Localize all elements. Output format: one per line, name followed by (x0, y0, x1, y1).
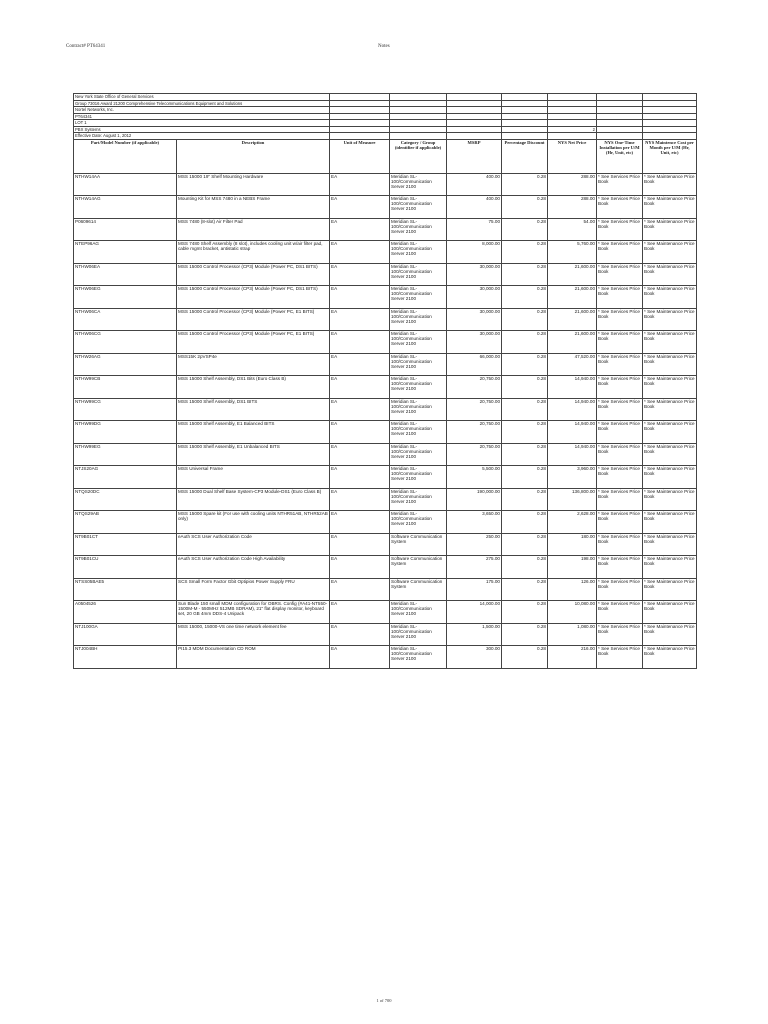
description: MSS 15000 Control Processor (CP3) Module (Power PC, E1 BITS) (177, 308, 330, 331)
installation-note: * See Services Price Book (597, 263, 643, 286)
part-number: NTJ004BH (74, 646, 177, 669)
category: Meridian SL-100/Communication Server 2100 (390, 286, 447, 309)
table-row (74, 578, 697, 601)
installation-note: * See Services Price Book (597, 286, 643, 309)
part-number: NTHW99EG (74, 443, 177, 466)
description: MSS 15000 Shelf Assembly, E1 Balanced BITS (177, 421, 330, 444)
page-footer: 1 of 700 (376, 998, 392, 1003)
maintenance-note: * See Maintenance Price Book (643, 331, 697, 354)
category: Meridian SL-100/Communication Server 2100 (390, 196, 447, 219)
nys-net-price: 14,940.00 (548, 398, 597, 421)
maintenance-note: * See Maintenance Price Book (643, 421, 697, 444)
nys-net-price: 5,760.00 (548, 241, 597, 264)
table-row (74, 443, 697, 466)
unit-of-measure: EA (330, 623, 390, 646)
discount: 0.28 (502, 556, 548, 579)
document-meta (74, 94, 697, 140)
msrp: 66,000.00 (447, 353, 502, 376)
column-header: NYS Net Price (548, 139, 597, 173)
nys-net-price: 21,600.00 (548, 286, 597, 309)
description: MSS15K 2pVSP4e (177, 353, 330, 376)
part-number: NTQS20DC (74, 488, 177, 511)
installation-note: * See Services Price Book (597, 353, 643, 376)
description: Sun Blade 150 small MDM configuration for OBRS. Config (#A41-NT550-1500M-M - 550MHz 512MB SDRAM), 21" flat display monitor, keyboard set, 20 GB 4mm DDS-4 Unipack (177, 601, 330, 624)
part-number: NTHW14AA (74, 173, 177, 196)
unit-of-measure: EA (330, 443, 390, 466)
msrp: 3,650.00 (447, 511, 502, 534)
table-row (74, 398, 697, 421)
part-number: A0504526 (74, 601, 177, 624)
description: eAuth SCS User Authorization Code High Availability (177, 556, 330, 579)
unit-of-measure: EA (330, 556, 390, 579)
table-row (74, 308, 697, 331)
nys-net-price: 1,080.00 (548, 623, 597, 646)
column-header: MSRP (447, 139, 502, 173)
part-number: NTHW99CG (74, 398, 177, 421)
part-number: NTJS20AG (74, 466, 177, 489)
table-row (74, 488, 697, 511)
maintenance-note: * See Maintenance Price Book (643, 196, 697, 219)
installation-note: * See Services Price Book (597, 556, 643, 579)
category: Meridian SL-100/Communication Server 2100 (390, 263, 447, 286)
unit-of-measure: EA (330, 376, 390, 399)
category: Meridian SL-100/Communication Server 2100 (390, 173, 447, 196)
column-header-row (74, 139, 697, 173)
notes-label: Notes (378, 44, 390, 49)
unit-of-measure: EA (330, 601, 390, 624)
category: Software Communication System (390, 556, 447, 579)
category: Meridian SL-100/Communication Server 2100 (390, 308, 447, 331)
nys-net-price: 216.00 (548, 646, 597, 669)
table-row (74, 511, 697, 534)
unit-of-measure: EA (330, 353, 390, 376)
nys-net-price: 47,520.00 (548, 353, 597, 376)
category: Meridian SL-100/Communication Server 2100 (390, 331, 447, 354)
maintenance-note: * See Maintenance Price Book (643, 601, 697, 624)
column-header: Part/Model Number (if applicable) (74, 139, 177, 173)
discount: 0.28 (502, 353, 548, 376)
description: eAuth SCS User Authorization Code (177, 533, 330, 556)
description: MSS 15000 Control Processor (CP3) Module (Power PC, E1 BITS) (177, 331, 330, 354)
msrp: 190,000.00 (447, 488, 502, 511)
meta-page-number: 2 (548, 126, 597, 133)
column-header: Percentage Discount (502, 139, 548, 173)
part-number: NTEP96AG (74, 241, 177, 264)
maintenance-note: * See Maintenance Price Book (643, 308, 697, 331)
description: MSS 15000 Control Processor (CP3) Module (Power PC, DS1 BITS) (177, 286, 330, 309)
part-number: NTJ100GA (74, 623, 177, 646)
maintenance-note: * See Maintenance Price Book (643, 286, 697, 309)
table-row (74, 533, 697, 556)
installation-note: * See Services Price Book (597, 511, 643, 534)
discount: 0.28 (502, 263, 548, 286)
meta-line: Nortel Networks, Inc. (74, 107, 330, 114)
discount: 0.28 (502, 196, 548, 219)
installation-note: * See Services Price Book (597, 241, 643, 264)
table-row (74, 353, 697, 376)
unit-of-measure: EA (330, 511, 390, 534)
discount: 0.28 (502, 331, 548, 354)
installation-note: * See Services Price Book (597, 331, 643, 354)
nys-net-price: 54.00 (548, 218, 597, 241)
msrp: 275.00 (447, 556, 502, 579)
discount: 0.28 (502, 578, 548, 601)
part-number: P0609614 (74, 218, 177, 241)
maintenance-note: * See Maintenance Price Book (643, 556, 697, 579)
nys-net-price: 180.00 (548, 533, 597, 556)
msrp: 20,750.00 (447, 421, 502, 444)
discount: 0.28 (502, 533, 548, 556)
installation-note: * See Services Price Book (597, 308, 643, 331)
msrp: 175.00 (447, 578, 502, 601)
maintenance-note: * See Maintenance Price Book (643, 488, 697, 511)
category: Software Communication System (390, 533, 447, 556)
unit-of-measure: EA (330, 578, 390, 601)
discount: 0.28 (502, 646, 548, 669)
description: MSS 15000 Spare kit (For use with cooling units NTHR51AB, NTHR52AB only) (177, 511, 330, 534)
msrp: 400.00 (447, 173, 502, 196)
unit-of-measure: EA (330, 218, 390, 241)
nys-net-price: 14,940.00 (548, 421, 597, 444)
table-row (74, 376, 697, 399)
nys-net-price: 126.00 (548, 578, 597, 601)
msrp: 5,500.00 (447, 466, 502, 489)
part-number: NTHW99CB (74, 376, 177, 399)
description: SCS Small Form Factor Gbit Optipios Power Supply FRU (177, 578, 330, 601)
msrp: 20,750.00 (447, 443, 502, 466)
nys-net-price: 288.00 (548, 173, 597, 196)
msrp: 75.00 (447, 218, 502, 241)
unit-of-measure: EA (330, 286, 390, 309)
discount: 0.28 (502, 286, 548, 309)
unit-of-measure: EA (330, 173, 390, 196)
description: MSS Universal Frame (177, 466, 330, 489)
discount: 0.28 (502, 218, 548, 241)
maintenance-note: * See Maintenance Price Book (643, 173, 697, 196)
meta-line: PT64341 (74, 113, 330, 120)
category: Meridian SL-100/Communication Server 2100 (390, 623, 447, 646)
meta-line: LOT 1 (74, 120, 330, 127)
description: MSS 15000 19" Shelf Mounting Hardware (177, 173, 330, 196)
msrp: 300.00 (447, 646, 502, 669)
meta-line: New York State Office of General Services (74, 94, 330, 101)
column-header: NYS One-Time Installation per U/M (Hr, Unit, etc) (597, 139, 643, 173)
nys-net-price: 288.00 (548, 196, 597, 219)
part-number: NT9B01CU (74, 556, 177, 579)
table-row (74, 241, 697, 264)
description: Mounting Kit for MSS 7480 in a NEBS Frame (177, 196, 330, 219)
maintenance-note: * See Maintenance Price Book (643, 218, 697, 241)
unit-of-measure: EA (330, 263, 390, 286)
nys-net-price: 14,940.00 (548, 376, 597, 399)
table-row (74, 218, 697, 241)
discount: 0.28 (502, 466, 548, 489)
meta-line: PBX Systems (74, 126, 330, 133)
part-number: NTHW06CG (74, 331, 177, 354)
price-list-table (73, 93, 697, 669)
maintenance-note: * See Maintenance Price Book (643, 241, 697, 264)
installation-note: * See Services Price Book (597, 421, 643, 444)
category: Meridian SL-100/Communication Server 2100 (390, 488, 447, 511)
msrp: 14,000.00 (447, 601, 502, 624)
nys-net-price: 21,600.00 (548, 331, 597, 354)
installation-note: * See Services Price Book (597, 601, 643, 624)
table-row (74, 466, 697, 489)
maintenance-note: * See Maintenance Price Book (643, 398, 697, 421)
category: Meridian SL-100/Communication Server 2100 (390, 353, 447, 376)
maintenance-note: * See Maintenance Price Book (643, 353, 697, 376)
discount: 0.28 (502, 173, 548, 196)
nys-net-price: 21,600.00 (548, 308, 597, 331)
installation-note: * See Services Price Book (597, 443, 643, 466)
table-row (74, 601, 697, 624)
nys-net-price: 3,960.00 (548, 466, 597, 489)
installation-note: * See Services Price Book (597, 646, 643, 669)
installation-note: * See Services Price Book (597, 488, 643, 511)
maintenance-note: * See Maintenance Price Book (643, 623, 697, 646)
msrp: 20,750.00 (447, 398, 502, 421)
table-row (74, 196, 697, 219)
installation-note: * See Services Price Book (597, 218, 643, 241)
installation-note: * See Services Price Book (597, 578, 643, 601)
contract-number: Contract# PT64341 (66, 44, 106, 49)
maintenance-note: * See Maintenance Price Book (643, 376, 697, 399)
part-number: NTSS05BAE5 (74, 578, 177, 601)
part-number: NTHW06EA (74, 263, 177, 286)
installation-note: * See Services Price Book (597, 173, 643, 196)
installation-note: * See Services Price Book (597, 398, 643, 421)
nys-net-price: 2,628.00 (548, 511, 597, 534)
msrp: 400.00 (447, 196, 502, 219)
part-number: NTQS29AB (74, 511, 177, 534)
unit-of-measure: EA (330, 196, 390, 219)
unit-of-measure: EA (330, 308, 390, 331)
table-row (74, 263, 697, 286)
meta-line: Group 73016 Award 21200 Comprehensive Telecommunications Equipment and Solutions (74, 100, 330, 107)
table-row (74, 286, 697, 309)
unit-of-measure: EA (330, 466, 390, 489)
unit-of-measure: EA (330, 646, 390, 669)
discount: 0.28 (502, 241, 548, 264)
maintenance-note: * See Maintenance Price Book (643, 646, 697, 669)
installation-note: * See Services Price Book (597, 466, 643, 489)
nys-net-price: 198.00 (548, 556, 597, 579)
installation-note: * See Services Price Book (597, 376, 643, 399)
category: Meridian SL-100/Communication Server 2100 (390, 466, 447, 489)
discount: 0.28 (502, 376, 548, 399)
category: Meridian SL-100/Communication Server 2100 (390, 601, 447, 624)
msrp: 250.00 (447, 533, 502, 556)
maintenance-note: * See Maintenance Price Book (643, 443, 697, 466)
installation-note: * See Services Price Book (597, 533, 643, 556)
category: Meridian SL-100/Communication Server 2100 (390, 218, 447, 241)
part-number: NTHW06EG (74, 286, 177, 309)
table-row (74, 331, 697, 354)
maintenance-note: * See Maintenance Price Book (643, 263, 697, 286)
category: Meridian SL-100/Communication Server 2100 (390, 646, 447, 669)
unit-of-measure: EA (330, 398, 390, 421)
part-number: NTHW99DG (74, 421, 177, 444)
description: MSS 15000 Dual Shelf Base System-CP3 Module-DS1 (Euro Class B) (177, 488, 330, 511)
description: MSS 15000 Shelf Assembly, DS1 BITS (177, 398, 330, 421)
discount: 0.28 (502, 443, 548, 466)
msrp: 30,000.00 (447, 331, 502, 354)
discount: 0.28 (502, 398, 548, 421)
msrp: 30,000.00 (447, 263, 502, 286)
column-header: Description (177, 139, 330, 173)
discount: 0.28 (502, 511, 548, 534)
description: MSS 15000, 15000-VS one time network element fee (177, 623, 330, 646)
part-number: NTHW26AG (74, 353, 177, 376)
category: Meridian SL-100/Communication Server 2100 (390, 241, 447, 264)
discount: 0.28 (502, 623, 548, 646)
table-row (74, 623, 697, 646)
description: PI15.3 MDM Documentation CD ROM (177, 646, 330, 669)
description: MSS 7480 Shelf Assembly (8 slot), includes cooling unit w/air filter pad, cable mgmt bracket, antistatic strap (177, 241, 330, 264)
maintenance-note: * See Maintenance Price Book (643, 466, 697, 489)
table-row (74, 646, 697, 669)
msrp: 20,750.00 (447, 376, 502, 399)
description: MSS 15000 Shelf Assembly, DS1 Bits (Euro Class B) (177, 376, 330, 399)
msrp: 30,000.00 (447, 286, 502, 309)
nys-net-price: 10,080.00 (548, 601, 597, 624)
installation-note: * See Services Price Book (597, 196, 643, 219)
msrp: 8,000.00 (447, 241, 502, 264)
unit-of-measure: EA (330, 331, 390, 354)
unit-of-measure: EA (330, 533, 390, 556)
column-header: NYS Maintence Cost per Month per U/M (Hr, Unit, etc) (643, 139, 697, 173)
part-number: NT9B01CT (74, 533, 177, 556)
price-rows (74, 173, 697, 668)
description: MSS 15000 Control Processor (CP3) Module (Power PC, DS1 BITS) (177, 263, 330, 286)
unit-of-measure: EA (330, 241, 390, 264)
maintenance-note: * See Maintenance Price Book (643, 578, 697, 601)
nys-net-price: 136,800.00 (548, 488, 597, 511)
discount: 0.28 (502, 421, 548, 444)
meta-line: Effective Date: August 1, 2012 (74, 133, 330, 140)
maintenance-note: * See Maintenance Price Book (643, 511, 697, 534)
category: Meridian SL-100/Communication Server 2100 (390, 376, 447, 399)
category: Meridian SL-100/Communication Server 2100 (390, 398, 447, 421)
maintenance-note: * See Maintenance Price Book (643, 533, 697, 556)
discount: 0.28 (502, 308, 548, 331)
table-row (74, 421, 697, 444)
table-row (74, 173, 697, 196)
category: Meridian SL-100/Communication Server 2100 (390, 443, 447, 466)
category: Meridian SL-100/Communication Server 2100 (390, 511, 447, 534)
installation-note: * See Services Price Book (597, 623, 643, 646)
column-header: Category / Group (identifier if applicable) (390, 139, 447, 173)
part-number: NTHW06CA (74, 308, 177, 331)
category: Meridian SL-100/Communication Server 2100 (390, 421, 447, 444)
unit-of-measure: EA (330, 421, 390, 444)
table-row (74, 556, 697, 579)
discount: 0.28 (502, 601, 548, 624)
nys-net-price: 21,600.00 (548, 263, 597, 286)
category: Software Communication System (390, 578, 447, 601)
msrp: 30,000.00 (447, 308, 502, 331)
part-number: NTHW14AG (74, 196, 177, 219)
description: MSS 15000 Shelf Assembly, E1 Unbalanced BITS (177, 443, 330, 466)
unit-of-measure: EA (330, 488, 390, 511)
discount: 0.28 (502, 488, 548, 511)
msrp: 1,500.00 (447, 623, 502, 646)
column-header: Unit of Measure (330, 139, 390, 173)
description: MSS 7480 (8-slot) Air Filter Pad (177, 218, 330, 241)
nys-net-price: 14,940.00 (548, 443, 597, 466)
